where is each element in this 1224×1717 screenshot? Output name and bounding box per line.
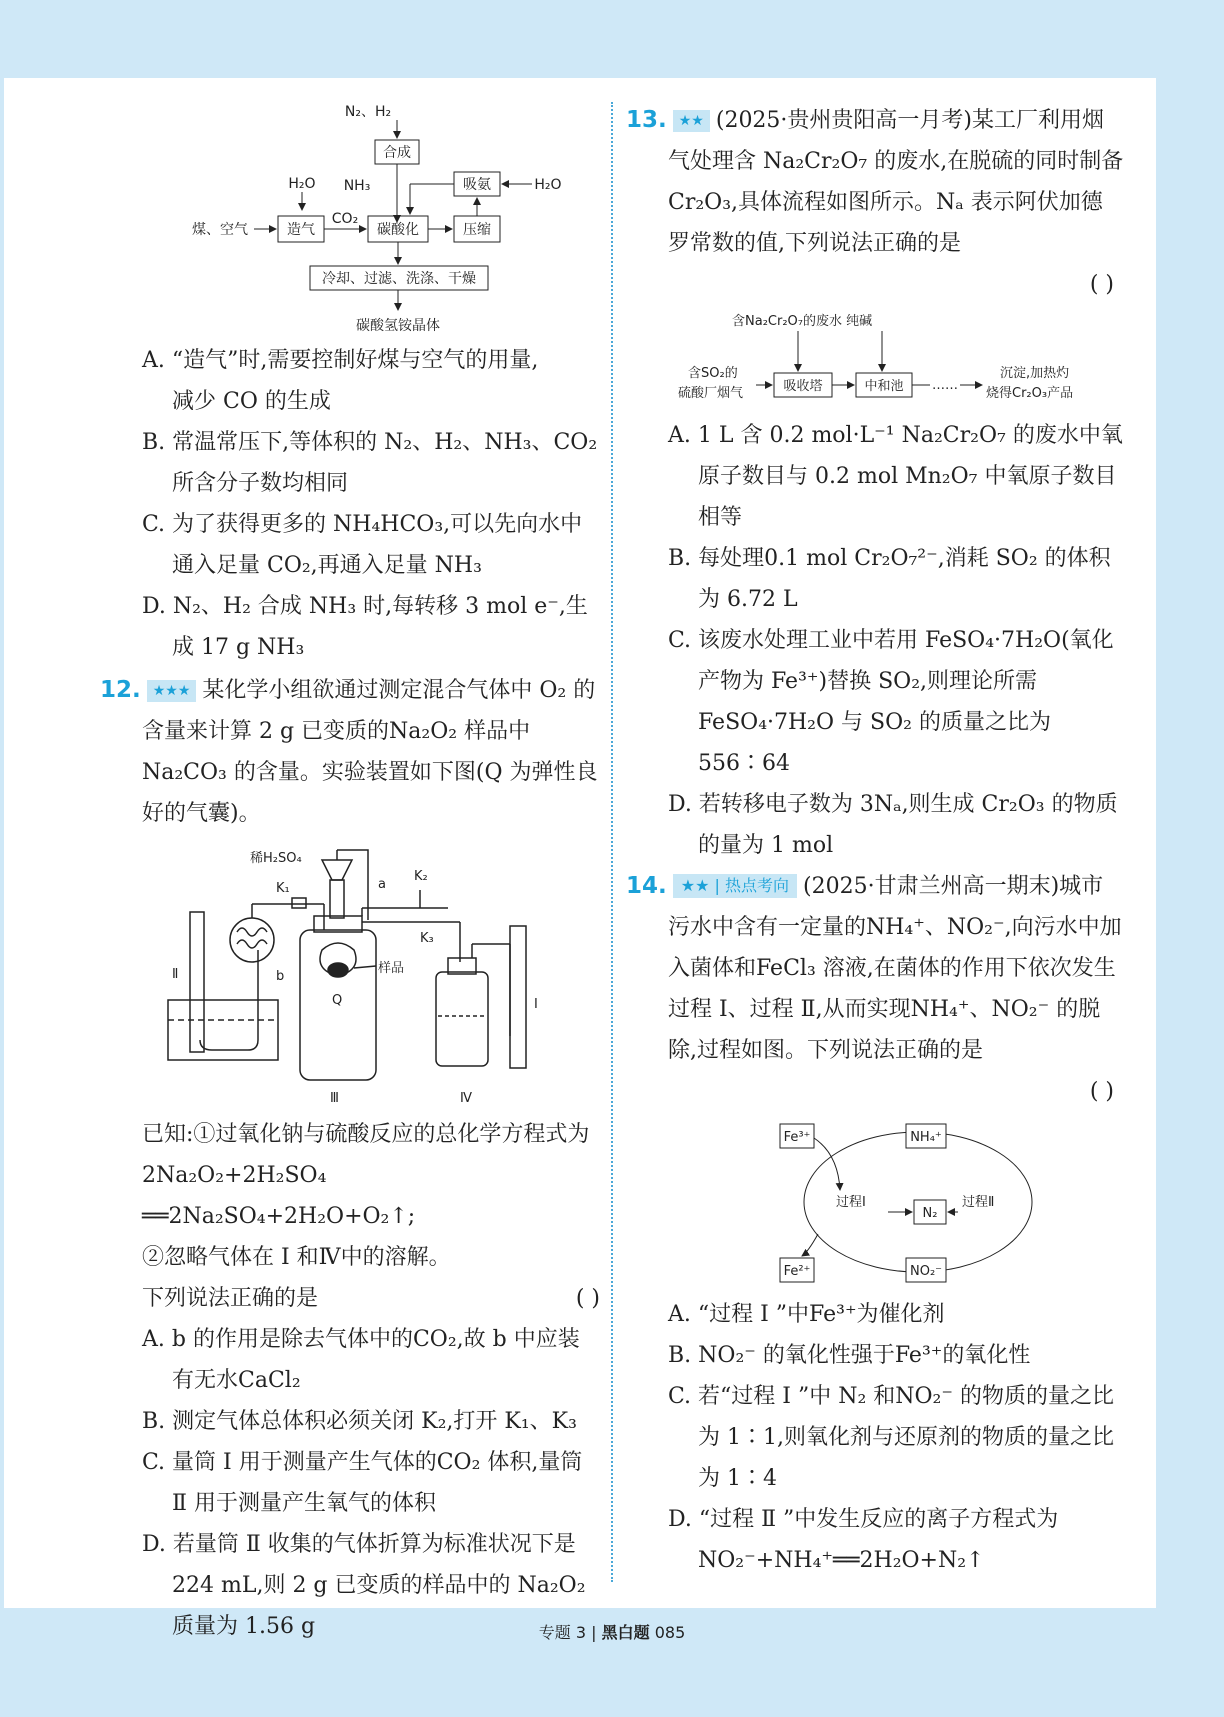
q14-hot-tag: ★★ | 热点考向 bbox=[673, 874, 797, 898]
flow-left-1: 含SO₂的 bbox=[688, 366, 738, 381]
q14-answer-paren: ( ) bbox=[1089, 1079, 1114, 1104]
fc-h2o-left: H₂O bbox=[288, 176, 316, 192]
q12-stem: 12. ★★★ 某化学小组欲通过测定混合气体中 O₂ 的含量来计算 2 g 已变质的Na₂O₂ 样品中 Na₂CO₃ 的含量。实验装置如下图(Q 为弹性良好的气囊)。 bbox=[100, 677, 598, 826]
fc-synth: 合成 bbox=[383, 145, 411, 161]
cycle-fe3: Fe³⁺ bbox=[783, 1130, 811, 1145]
q11-option-b: B. 常温常压下,等体积的 N₂、H₂、NH₃、CO₂ 所含分子数均相同 bbox=[142, 430, 598, 496]
q11-option-a: A. “造气”时,需要控制好煤与空气的用量, 减少 CO 的生成 bbox=[142, 348, 539, 414]
app-b: b bbox=[276, 969, 285, 984]
q14-option-a: A. “过程 Ⅰ ”中Fe³⁺为催化剂 bbox=[668, 1302, 945, 1327]
flow-left-2: 硫酸厂烟气 bbox=[678, 386, 744, 401]
flow-neutralizer: 中和池 bbox=[864, 379, 904, 394]
app-k2: K₂ bbox=[414, 869, 428, 884]
cycle-nh4: NH₄⁺ bbox=[910, 1130, 942, 1145]
fc-absorb: 吸氨 bbox=[463, 177, 491, 193]
q12-known-1: 已知:①过氧化钠与硫酸反应的总化学方程式为 2Na₂O₂+2H₂SO₄ ══2Na₂SO₄+2H₂O+O₂↑; bbox=[142, 1122, 590, 1229]
q14-option-d: D. “过程 Ⅱ ”中发生反应的离子方程式为 NO₂⁻+NH₄⁺══2H₂O+N₂↑ bbox=[668, 1507, 1059, 1573]
fc-top-input: N₂、H₂ bbox=[344, 104, 392, 120]
ammonium-bicarbonate-flowchart bbox=[180, 98, 580, 338]
q12-option-d: D. 若量筒 Ⅱ 收集的气体折算为标准状况下是 224 mL,则 2 g 已变质的样品中的 Na₂O₂ 质量为 1.56 g bbox=[142, 1532, 586, 1639]
q13-number: 13. bbox=[626, 107, 667, 133]
app-acid: 稀H₂SO₄ bbox=[250, 851, 302, 866]
cycle-proc2: 过程Ⅱ bbox=[962, 1195, 995, 1210]
app-II: Ⅱ bbox=[172, 967, 179, 982]
q13-flow-diagram bbox=[660, 307, 1116, 415]
fc-product: 碳酸氢铵晶体 bbox=[356, 318, 440, 334]
q11-option-d: D. N₂、H₂ 合成 NH₃ 时,每转移 3 mol e⁻,生成 17 g NH₃ bbox=[142, 594, 588, 660]
right-column bbox=[626, 100, 1124, 1581]
q12-option-b: B. 测定气体总体积必须关闭 K₂,打开 K₁、K₃ bbox=[142, 1409, 577, 1434]
footer-page-number: 085 bbox=[654, 1623, 686, 1642]
app-sample: 样品 bbox=[378, 961, 405, 976]
q13-option-c: C. 该废水处理工业中若用 FeSO₄·7H₂O(氧化产物为 Fe³⁺)替换 SO₂,则理论所需 FeSO₄·7H₂O 与 SO₂ 的质量之比为 556∶64 bbox=[668, 628, 1114, 776]
q12-prompt: 下列说法正确的是 bbox=[142, 1286, 319, 1311]
q12-prompt-row bbox=[142, 1278, 600, 1319]
footer-topic: 专题 3 bbox=[538, 1623, 587, 1642]
app-k1: K₁ bbox=[276, 881, 290, 896]
q12-difficulty-stars: ★★★ bbox=[147, 680, 197, 702]
flow-end-2: 烧得Cr₂O₃产品 bbox=[986, 386, 1074, 401]
flow-absorber: 吸收塔 bbox=[783, 379, 823, 394]
q13-difficulty-stars: ★★ bbox=[673, 110, 710, 132]
flow-top-input: 含Na₂Cr₂O₇的废水 纯碱 bbox=[732, 314, 873, 329]
q13-answer-paren: ( ) bbox=[1089, 272, 1114, 297]
q12-apparatus-figure bbox=[142, 840, 600, 1110]
q13-option-d: D. 若转移电子数为 3Nₐ,则生成 Cr₂O₃ 的物质的量为 1 mol bbox=[668, 792, 1118, 858]
q14-cycle-diagram bbox=[668, 1114, 1124, 1290]
q14-stem: 14. ★★ | 热点考向 (2025·甘肃兰州高一期末)城市污水中含有一定量的NH₄⁺、NO₂⁻,向污水中加入菌体和FeCl₃ 溶液,在菌体的作用下依次发生过程 Ⅰ、过程 Ⅱ,从而实现NH₄⁺、NO₂⁻ 的脱除,过程如图。下列说法正确的是 bbox=[626, 873, 1122, 1063]
fc-nh3: NH₃ bbox=[343, 178, 371, 194]
q14-number: 14. bbox=[626, 873, 667, 899]
cycle-proc1: 过程Ⅰ bbox=[836, 1195, 866, 1210]
page-footer: 专题 3 | 黑白题 085 bbox=[538, 1623, 686, 1642]
fc-gas-making: 造气 bbox=[287, 222, 315, 238]
cycle-n2: N₂ bbox=[922, 1206, 938, 1221]
app-a: a bbox=[378, 877, 386, 892]
left-column bbox=[100, 340, 600, 1647]
q12-known-2: ②忽略气体在 Ⅰ 和Ⅳ中的溶解。 bbox=[142, 1245, 451, 1270]
app-q: Q bbox=[332, 993, 343, 1008]
cycle-fe2: Fe²⁺ bbox=[783, 1264, 811, 1279]
app-I: Ⅰ bbox=[534, 997, 538, 1012]
q12-number: 12. bbox=[100, 677, 141, 703]
q12-answer-paren: ( ) bbox=[575, 1286, 600, 1311]
flow-dots: …… bbox=[932, 378, 958, 393]
q13-option-a: A. 1 L 含 0.2 mol·L⁻¹ Na₂Cr₂O₇ 的废水中氧原子数目与 0.2 mol Mn₂O₇ 中氧原子数目相等 bbox=[668, 423, 1123, 530]
q12-option-c: C. 量筒 Ⅰ 用于测量产生气体的CO₂ 体积,量筒 Ⅱ 用于测量产生氧气的体积 bbox=[142, 1450, 583, 1516]
app-III: Ⅲ bbox=[330, 1091, 339, 1106]
q12-option-a: A. b 的作用是除去气体中的CO₂,故 b 中应装有无水CaCl₂ bbox=[142, 1327, 580, 1393]
q13-option-b: B. 每处理0.1 mol Cr₂O₇²⁻,消耗 SO₂ 的体积为 6.72 L bbox=[668, 546, 1111, 612]
fc-process: 冷却、过滤、洗涤、干燥 bbox=[322, 271, 476, 287]
q14-option-b: B. NO₂⁻ 的氧化性强于Fe³⁺的氧化性 bbox=[668, 1343, 1031, 1368]
fc-co2: CO₂ bbox=[331, 211, 359, 227]
fc-compress: 压缩 bbox=[463, 222, 491, 238]
q13-stem: 13. ★★ (2025·贵州贵阳高一月考)某工厂利用烟气处理含 Na₂Cr₂O₇ 的废水,在脱硫的同时制备 Cr₂O₃,具体流程如图所示。Nₐ 表示阿伏加德罗常数的值,下列说法正确的是 bbox=[626, 107, 1124, 256]
cycle-no2: NO₂⁻ bbox=[909, 1264, 943, 1279]
app-IV: Ⅳ bbox=[460, 1091, 472, 1106]
flow-end-1: 沉淀,加热灼 bbox=[1000, 366, 1070, 381]
footer-book: 黑白题 bbox=[601, 1623, 650, 1642]
fc-h2o-right: H₂O bbox=[534, 177, 562, 193]
fc-carbonation: 碳酸化 bbox=[377, 222, 419, 238]
q14-option-c: C. 若“过程 Ⅰ ”中 N₂ 和NO₂⁻ 的物质的量之比为 1∶1,则氧化剂与还原剂的物质的量之比为 1∶4 bbox=[668, 1384, 1114, 1491]
column-divider bbox=[611, 102, 613, 1582]
app-k3: K₃ bbox=[420, 931, 434, 946]
fc-coal-air: 煤、空气 bbox=[192, 222, 248, 238]
q11-option-c: C. 为了获得更多的 NH₄HCO₃,可以先向水中通入足量 CO₂,再通入足量 NH₃ bbox=[142, 512, 583, 578]
